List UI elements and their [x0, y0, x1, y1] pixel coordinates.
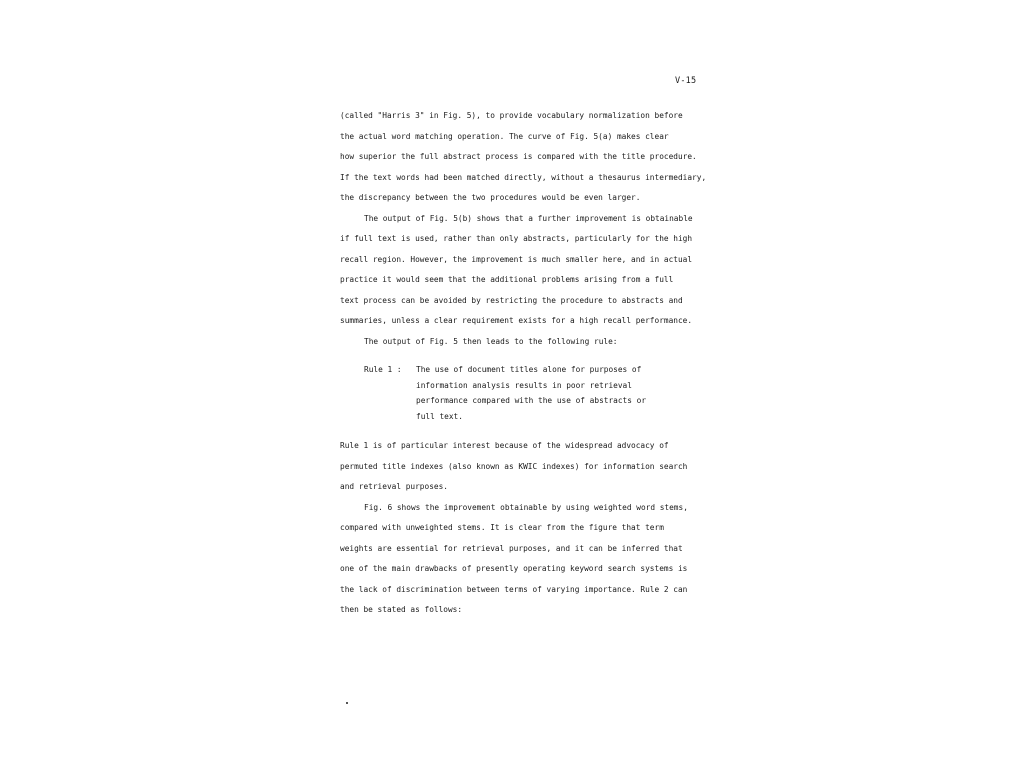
text-line: compared with unweighted stems. It is clear from the figure that term	[340, 523, 664, 532]
text-line: summaries, unless a clear requirement exists for a high recall performance.	[340, 316, 693, 325]
rule-text-line: The use of document titles alone for purposes of	[416, 365, 642, 374]
rule-text-line: information analysis results in poor retrieval	[416, 380, 632, 390]
text-line: how superior the full abstract process is compared with the title procedure.	[340, 152, 697, 161]
text-line: if full text is used, rather than only abstracts, particularly for the high	[340, 234, 693, 243]
rule-text-line: performance compared with the use of abstracts or	[416, 396, 647, 405]
text-line: Fig. 6 shows the improvement obtainable by using weighted word stems,	[364, 502, 688, 512]
rule-text-line: full text.	[416, 411, 463, 421]
text-line: recall region. However, the improvement is much smaller here, and in actual	[340, 254, 693, 264]
text-line: weights are essential for retrieval purposes, and it can be inferred that	[340, 543, 683, 553]
text-line: (called "Harris 3" in Fig. 5), to provide vocabulary normalization before	[340, 111, 683, 120]
text-line: the lack of discrimination between terms of varying importance. Rule 2 can	[340, 584, 688, 594]
rule-label: Rule 1 :	[364, 365, 402, 374]
body-text-top	[340, 106, 725, 352]
text-line: If the text words had been matched directly, without a thesaurus intermediary,	[340, 172, 707, 182]
text-line: one of the main drawbacks of presently operating keyword search systems is	[340, 564, 688, 573]
text-line: the discrepancy between the two procedures would be even larger.	[340, 193, 641, 202]
rule-1-block	[364, 362, 646, 424]
text-line: the actual word matching operation. The curve of Fig. 5(a) makes clear	[340, 131, 669, 141]
text-line: and retrieval purposes.	[340, 482, 448, 491]
text-line: practice it would seem that the additional problems arising from a full	[340, 275, 674, 284]
text-line: then be stated as follows:	[340, 605, 463, 614]
page-number: V-15	[675, 76, 697, 86]
scan-speck	[346, 702, 348, 704]
text-line: The output of Fig. 5 then leads to the following rule:	[364, 336, 618, 346]
text-line: permuted title indexes (also known as KWIC indexes) for information search	[340, 461, 688, 471]
text-line: Rule 1 is of particular interest because of the widespread advocacy of	[340, 441, 669, 450]
text-line: The output of Fig. 5(b) shows that a further improvement is obtainable	[364, 213, 693, 223]
text-line: text process can be avoided by restricting the procedure to abstracts and	[340, 295, 683, 305]
body-text-bottom	[340, 436, 725, 621]
